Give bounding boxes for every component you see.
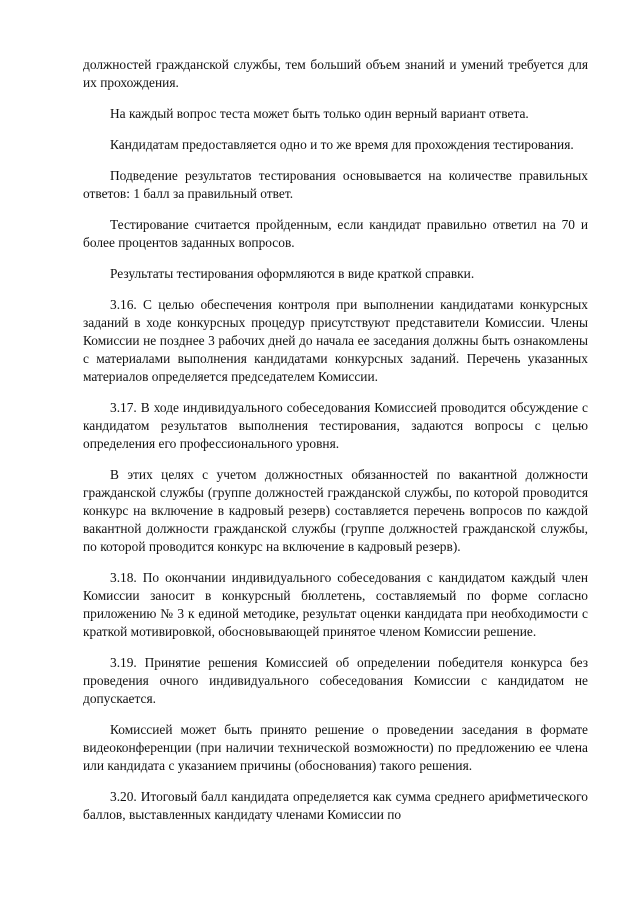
paragraph-scoring: Подведение результатов тестирования основывается на количестве правильных ответов: 1 балл за правильный ответ. xyxy=(83,168,588,201)
paragraph-results-summary: Результаты тестирования оформляются в виде краткой справки. xyxy=(110,266,475,281)
paragraph-3-19: 3.19. Принятие решения Комиссией об определении победителя конкурса без проведения очного индивидуального собеседования Комиссии с кандидатом не допускается. xyxy=(83,655,588,706)
paragraph-single-answer: На каждый вопрос теста может быть только один верный вариант ответа. xyxy=(110,106,529,121)
document-page xyxy=(83,56,588,824)
paragraph-videoconference: Комиссией может быть принято решение о проведении заседания в формате видеоконференции (при наличии технической возможности) по предложению ее члена или кандидата с указанием причины (обоснования) такого решения. xyxy=(83,722,588,773)
paragraph-3-20: 3.20. Итоговый балл кандидата определяется как сумма среднего арифметического баллов, выставленных кандидату членами Комиссии по xyxy=(83,789,588,822)
paragraph-same-time: Кандидатам предоставляется одно и то же время для прохождения тестирования. xyxy=(110,137,574,152)
paragraph-3-16: 3.16. С целью обеспечения контроля при выполнении кандидатами конкурсных заданий в ходе конкурсных процедур присутствуют представители Комиссии. Члены Комиссии не позднее 3 рабочих дней до начала ее заседания должны быть ознакомлены с материалами выполнения кандидатами конкурсных заданий. Перечень указанных материалов определяется председателем Комиссии. xyxy=(83,297,588,384)
paragraph-question-list: В этих целях с учетом должностных обязанностей по вакантной должности гражданской службы (группе должностей гражданской службы, по которой проводится конкурс на включение в кадровый резерв) составляется перечень вопросов по каждой вакантной должности гражданской службы (группе должностей гражданской службы, по которой проводится конкурс на включение в кадровый резерв). xyxy=(83,467,588,554)
paragraph-pass-threshold: Тестирование считается пройденным, если кандидат правильно ответил на 70 и более процентов заданных вопросов. xyxy=(83,217,588,250)
paragraph-continuation: должностей гражданской службы, тем больший объем знаний и умений требуется для их прохождения. xyxy=(83,57,588,90)
paragraph-3-18: 3.18. По окончании индивидуального собеседования с кандидатом каждый член Комиссии заносит в конкурсный бюллетень, составляемый по форме согласно приложению № 3 к единой методике, результат оценки кандидата при необходимости с краткой мотивировкой, обосновывающей принятое членом Комиссии решение. xyxy=(83,570,588,639)
paragraph-3-17: 3.17. В ходе индивидуального собеседования Комиссией проводится обсуждение с кандидатом результатов выполнения тестирования, задаются вопросы с целью определения его профессионального уровня. xyxy=(83,400,588,451)
